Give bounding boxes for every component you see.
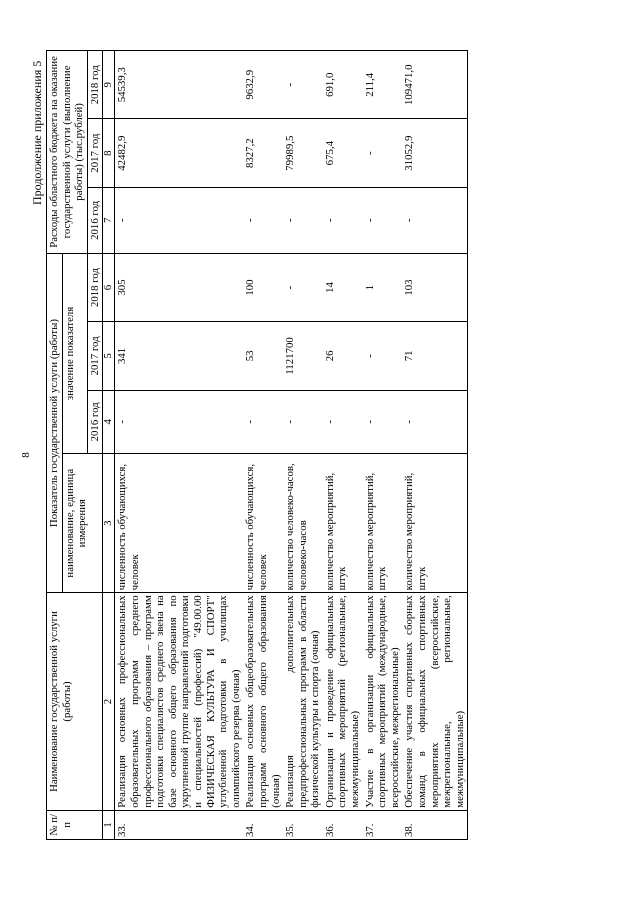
budget-2017: 79989,5 <box>283 119 323 187</box>
column-number: 6 <box>103 253 115 321</box>
table-row <box>283 51 323 840</box>
value-2018: 103 <box>402 253 467 321</box>
unit-cell: численность обучающихся, человек <box>115 454 243 593</box>
service-name: Реализация основных профессиональных образовательных программ среднего профессионального образования – программ подготовки специалистов среднего звена на базе основного общего образования по укрупненной группе направлений подготовки и специальностей (профессий) "49.00.00 ФИЗИЧЕСКАЯ КУЛЬТУРА И СПОРТ" углубленной подготовки в училищах олимпийского резерва (очная) <box>115 593 243 810</box>
budget-2016: - <box>243 187 283 253</box>
service-name: Участие в организации официальных спортивных мероприятий (международные, всероссийские, межрегиональные) <box>363 593 403 810</box>
unit-cell: количество человеко-часов, человеко-часов <box>283 454 323 593</box>
header-year: 2016 год <box>87 390 103 454</box>
value-2016: - <box>323 390 363 454</box>
value-2017: 341 <box>115 322 243 390</box>
page-number: 8 <box>20 452 32 458</box>
table-row <box>323 51 363 840</box>
value-2018: 14 <box>323 253 363 321</box>
row-number: 35. <box>283 810 323 839</box>
service-name: Обеспечение участия спортивных сборных команд в официальных спортивных мероприятиях (всероссийские, межрегиональные, региональные, межмуниципальные) <box>402 593 467 810</box>
budget-2016: - <box>402 187 467 253</box>
budget-2016: - <box>363 187 403 253</box>
column-number: 7 <box>103 187 115 253</box>
row-number: 37. <box>363 810 403 839</box>
header-budget-group: Расходы областного бюджета на оказание государственной услуги (выполнение работы) (тыс.рублей) <box>47 51 88 254</box>
service-name: Организация и проведение официальных спортивных мероприятий (региональные, межмуниципальные) <box>323 593 363 810</box>
unit-cell: количество мероприятий, штук <box>323 454 363 593</box>
header-year: 2016 год <box>87 187 103 253</box>
header-value-group: значение показателя <box>62 253 87 453</box>
value-2018: 1 <box>363 253 403 321</box>
row-number: 33. <box>115 810 243 839</box>
column-number: 3 <box>103 454 115 593</box>
budget-2018: 109471,0 <box>402 51 467 119</box>
service-name: Реализация основных общеобразовательных программ основного общего образования (очная) <box>243 593 283 810</box>
row-number: 34. <box>243 810 283 839</box>
value-2017: 71 <box>402 322 467 390</box>
header-year: 2017 год <box>87 322 103 390</box>
budget-2016: - <box>115 187 243 253</box>
service-name: Реализация дополнительных предпрофессиональных программ в области физической культуры и спорта (очная) <box>283 593 323 810</box>
column-number: 1 <box>103 810 115 839</box>
budget-2018: 691,0 <box>323 51 363 119</box>
value-2016: - <box>115 390 243 454</box>
column-number: 4 <box>103 390 115 454</box>
column-number: 2 <box>103 593 115 810</box>
value-2016: - <box>283 390 323 454</box>
services-table <box>46 50 468 840</box>
value-2017: - <box>363 322 403 390</box>
budget-2016: - <box>323 187 363 253</box>
row-number: 38. <box>402 810 467 839</box>
unit-cell: численность обучающихся, человек <box>243 454 283 593</box>
budget-2016: - <box>283 187 323 253</box>
header-year: 2018 год <box>87 253 103 321</box>
value-2017: 53 <box>243 322 283 390</box>
value-2016: - <box>363 390 403 454</box>
budget-2017: - <box>363 119 403 187</box>
budget-2018: 9632,9 <box>243 51 283 119</box>
unit-cell: количество мероприятий, штук <box>402 454 467 593</box>
column-number: 8 <box>103 119 115 187</box>
budget-2017: 675,4 <box>323 119 363 187</box>
value-2016: - <box>402 390 467 454</box>
budget-2017: 42482,9 <box>115 119 243 187</box>
column-number: 5 <box>103 322 115 390</box>
value-2018: 100 <box>243 253 283 321</box>
value-2016: - <box>243 390 283 454</box>
budget-2018: - <box>283 51 323 119</box>
value-2017: 1121700 <box>283 322 323 390</box>
table-row <box>363 51 403 840</box>
table-row <box>402 51 467 840</box>
row-number: 36. <box>323 810 363 839</box>
header-year: 2018 год <box>87 51 103 119</box>
value-2017: 26 <box>323 322 363 390</box>
continuation-caption: Продолжение приложения 5 <box>30 60 44 205</box>
header-unit: наименование, единица измерения <box>62 454 103 593</box>
header-name: Наименование государственной услуги (работы) <box>47 593 103 810</box>
header-year: 2017 год <box>87 119 103 187</box>
table-row <box>115 51 243 840</box>
column-number: 9 <box>103 51 115 119</box>
value-2018: 305 <box>115 253 243 321</box>
budget-2018: 211,4 <box>363 51 403 119</box>
budget-2017: 31052,9 <box>402 119 467 187</box>
budget-2017: 8327,2 <box>243 119 283 187</box>
unit-cell: количество мероприятий, штук <box>363 454 403 593</box>
header-indicator-group: Показатель государственной услуги (работы) <box>47 253 63 593</box>
header-num: № п/п <box>47 810 103 839</box>
table-row <box>243 51 283 840</box>
value-2018: - <box>283 253 323 321</box>
budget-2018: 54539,3 <box>115 51 243 119</box>
